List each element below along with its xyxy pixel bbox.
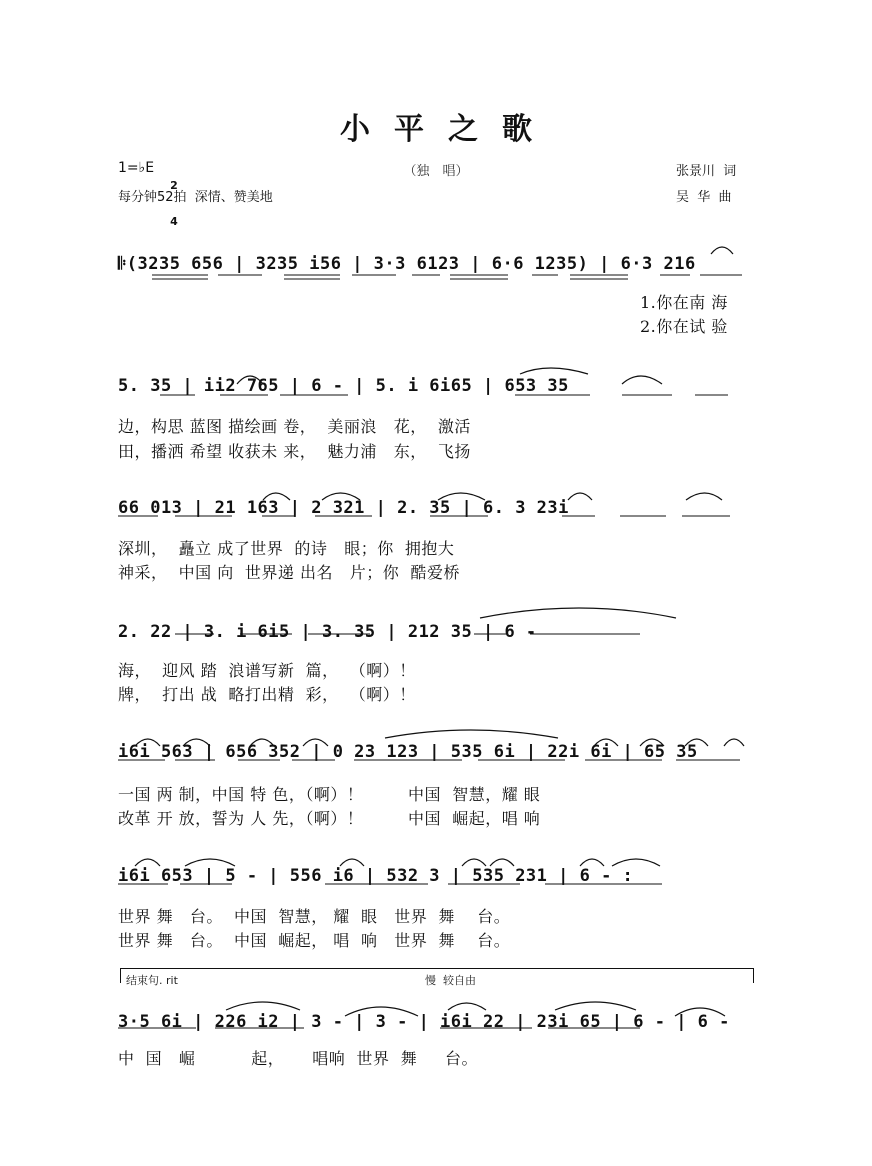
lyric-line-3a: 深圳， 矗立 成了世界 的诗 眼；你 拥抱大 (118, 539, 455, 558)
notation-line-7: 3·5 6i | 226 i2 | 3 - | 3 - | i6i 22 | 23i 65 | 6 - | 6 - (118, 1012, 730, 1032)
page-title: 小平之歌 (340, 112, 556, 147)
meter-bottom: 4 (170, 215, 178, 228)
lyric-line-4b: 牌， 打出 战 略打出精 彩， （啊）！ (118, 685, 416, 704)
lyric-line-3b: 神采， 中国 向 世界递 出名 片；你 酷爱桥 (118, 563, 460, 582)
lyric-line-2b: 田，播洒 希望 收获未 来， 魅力浦 东， 飞扬 (118, 442, 471, 461)
lyric-line-1b: 2.你在试 验 (640, 317, 728, 336)
key-signature: 1=♭E (118, 160, 155, 176)
coda-tempo: 慢 较自由 (425, 974, 476, 987)
lyric-line-1a: 1.你在南 海 (640, 293, 728, 312)
coda-label: 结束句. rit (126, 974, 178, 987)
lyric-line-7: 中 国 崛 起， 唱响 世界 舞 台。 (118, 1049, 478, 1068)
notation-line-4: 2. 22 | 3. i 6i5 | 3. 35 | 212 35 | 6 - (118, 622, 537, 642)
subtitle: （独 唱） (403, 164, 469, 179)
notation-line-1: 𝄆(3235 656 | 3235 i56 | 3·3 6123 | 6·6 1235) | 6·3 216 (118, 254, 696, 274)
tempo-marking: 每分钟52拍 深情、赞美地 (118, 190, 273, 205)
notation-line-2: 5. 35 | ii2 765 | 6 - | 5. i 6i65 | 653 35 (118, 376, 569, 396)
notation-line-6: i6i 653 | 5 - | 556 i6 | 532 3 | 535 231 | 6 - : (118, 866, 634, 886)
lyric-line-6a: 世界 舞 台。 中国 智慧， 耀 眼 世界 舞 台。 (118, 907, 511, 926)
notation-line-5: i6i 563 | 656 352 | 0 23 123 | 535 6i | 22i 6i | 65 35 (118, 742, 698, 762)
composer-credit: 吴 华 曲 (676, 190, 732, 205)
lyric-line-5b: 改革 开 放，誓为 人 先，（啊）！ 中国 崛起，唱 响 (118, 809, 541, 828)
lyricist-credit: 张景川 词 (676, 164, 737, 179)
lyric-line-4a: 海， 迎风 踏 浪谱写新 篇， （啊）！ (118, 661, 416, 680)
lyric-line-5a: 一国 两 制，中国 特 色，（啊）！ 中国 智慧，耀 眼 (118, 785, 541, 804)
notation-line-3: 66 013 | 21 163 | 2 321 | 2. 35 | 6. 3 23i (118, 498, 569, 518)
meter-top: 2 (170, 179, 178, 192)
lyric-line-2a: 边，构思 蓝图 描绘画 卷， 美丽浪 花， 激活 (118, 417, 471, 436)
lyric-line-6b: 世界 舞 台。 中国 崛起， 唱 响 世界 舞 台。 (118, 931, 511, 950)
